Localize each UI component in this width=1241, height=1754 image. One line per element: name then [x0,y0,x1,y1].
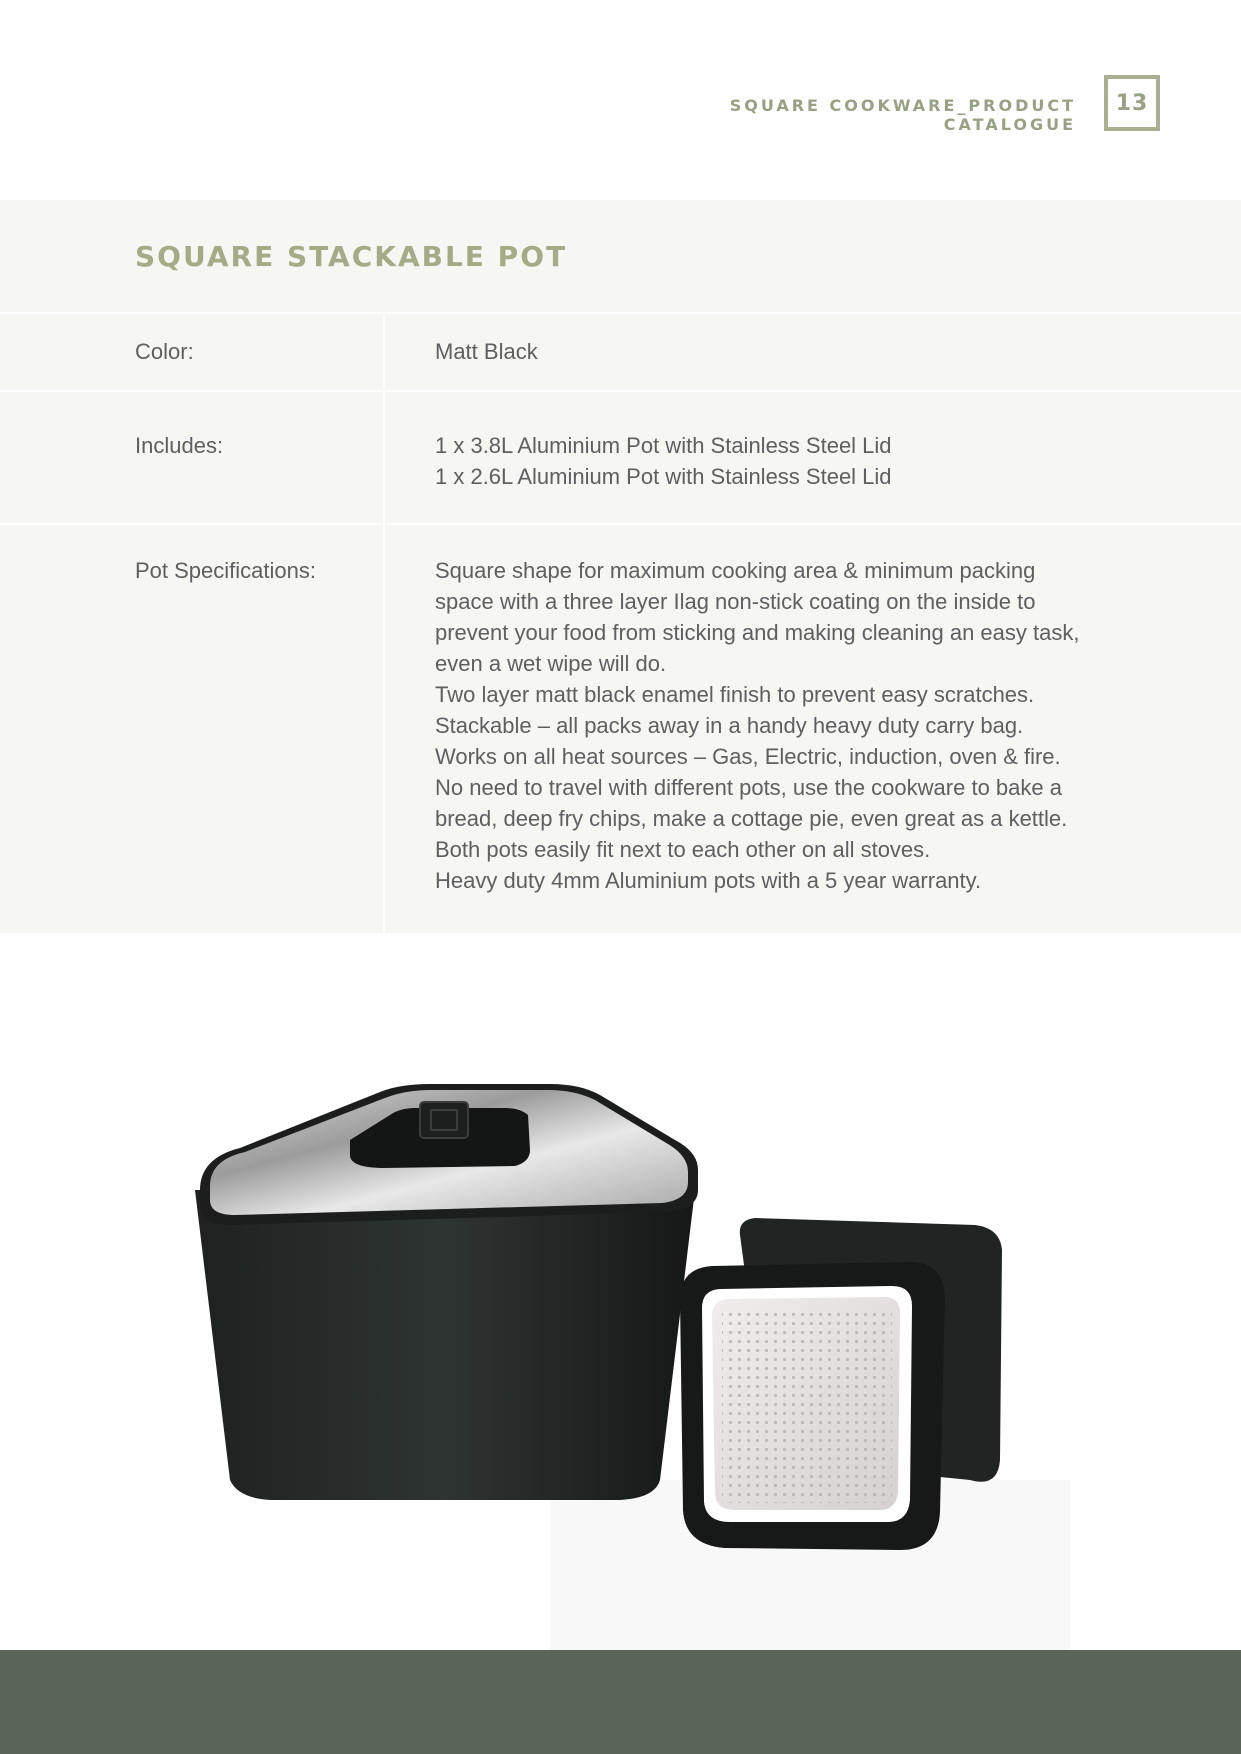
spec-line: Works on all heat sources – Gas, Electric, induction, oven & fire. [435,744,1061,769]
includes-list [435,430,1135,492]
page-number: 13 [1115,90,1149,116]
spec-line: even a wet wipe will do. [435,651,667,676]
includes-item: 1 x 3.8L Aluminium Pot with Stainless Steel Lid [435,433,892,458]
row-divider [0,390,1241,392]
row-divider [0,312,1241,314]
spec-line: space with a three layer Ilag non-stick coating on the inside to [435,589,1036,614]
includes-item: 1 x 2.6L Aluminium Pot with Stainless Steel Lid [435,464,892,489]
spec-line: prevent your food from sticking and making cleaning an easy task, [435,620,1080,645]
page-number-box [1104,75,1160,131]
spec-line: No need to travel with different pots, use the cookware to bake a [435,775,1062,800]
row-divider [0,523,1241,525]
spec-line: Both pots easily fit next to each other on all stoves. [435,837,931,862]
color-label: Color: [135,339,194,364]
specs-label: Pot Specifications: [135,558,316,583]
footer-bar [0,1650,1241,1754]
spec-line: Heavy duty 4mm Aluminium pots with a 5 year warranty. [435,868,982,893]
column-divider [383,313,385,933]
specs-text [435,555,1135,896]
spec-line: bread, deep fry chips, make a cottage pie, even great as a kettle. [435,806,1068,831]
catalogue-header-title: SQUARE COOKWARE_PRODUCT CATALOGUE [729,96,1076,134]
large-pot [195,1084,698,1500]
spec-line: Square shape for maximum cooking area & minimum packing [435,558,1036,583]
color-value: Matt Black [435,339,538,364]
spec-line: Two layer matt black enamel finish to prevent easy scratches. [435,682,1035,707]
product-title: SQUARE STACKABLE POT [135,240,568,273]
includes-label: Includes: [135,433,224,458]
spec-line: Stackable – all packs away in a handy heavy duty carry bag. [435,713,1024,738]
product-photo [150,1040,1070,1650]
